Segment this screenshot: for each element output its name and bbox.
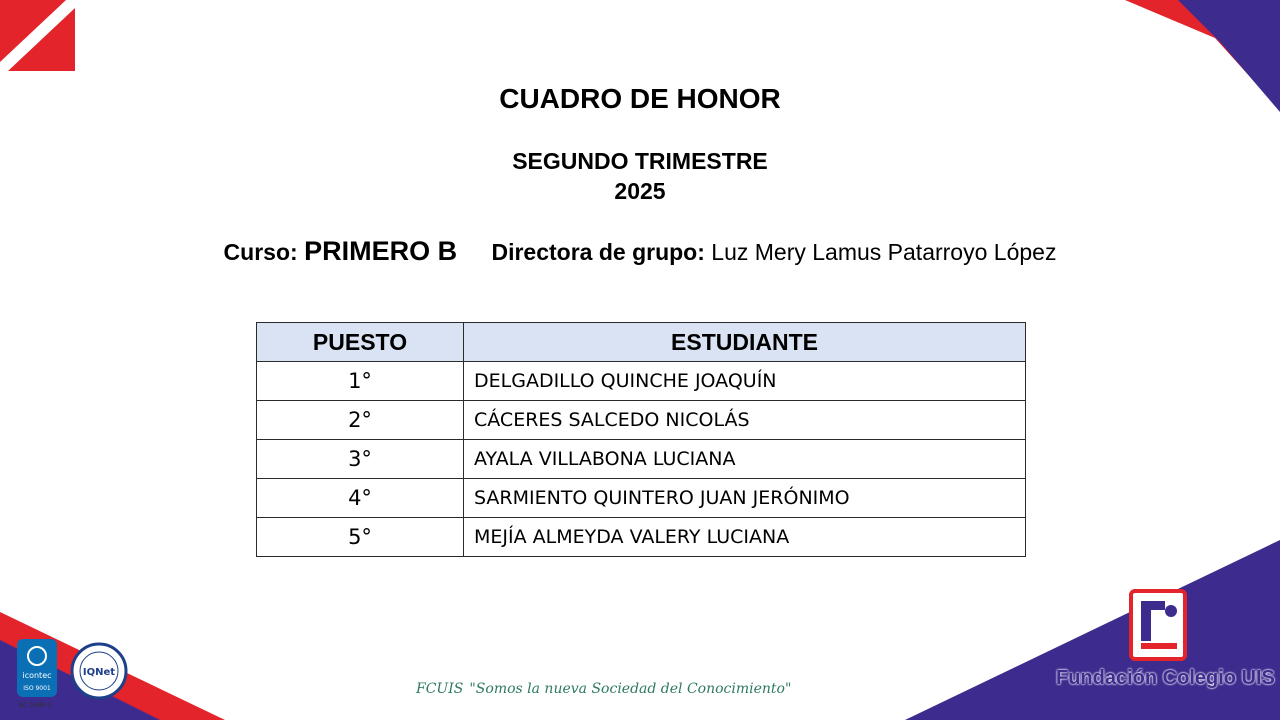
table-header-row: [257, 323, 1026, 362]
iso-label: ISO 9001: [23, 685, 51, 692]
rank-cell: 1°: [257, 362, 464, 401]
director-label: Directora de grupo:: [491, 239, 705, 265]
fcuis-logo-icon: [1127, 587, 1189, 663]
brand-name: Fundación Colegio UIS: [1056, 667, 1275, 689]
certificate-code: SC 5388-1: [18, 702, 52, 709]
school-slogan: [416, 669, 836, 709]
table-row: [257, 479, 1026, 518]
slogan-text: "Somos la nueva Sociedad del Conocimiento": [469, 681, 792, 697]
page-title: CUADRO DE HONOR: [499, 83, 781, 114]
course-value: PRIMERO B: [304, 236, 458, 266]
rank-cell: 5°: [257, 518, 464, 557]
student-cell: DELGADILLO QUINCHE JOAQUÍN: [464, 362, 1026, 401]
student-cell: AYALA VILLABONA LUCIANA: [464, 440, 1026, 479]
table-row: [257, 362, 1026, 401]
course-info: [0, 236, 1280, 267]
table-row: [257, 518, 1026, 557]
iqnet-label: IQNet: [82, 667, 116, 678]
table-row: [257, 440, 1026, 479]
year-subtitle: 2025: [614, 178, 666, 204]
icontec-label: icontec: [22, 671, 52, 680]
honor-table: [256, 322, 1026, 557]
iqnet-certification-icon: [70, 642, 128, 700]
icontec-certification-icon: [16, 638, 58, 698]
student-cell: MEJÍA ALMEYDA VALERY LUCIANA: [464, 518, 1026, 557]
column-header-rank: PUESTO: [257, 323, 464, 362]
table-row: [257, 401, 1026, 440]
course-label: Curso:: [223, 239, 298, 265]
rank-cell: 4°: [257, 479, 464, 518]
director-value: Luz Mery Lamus Patarroyo López: [711, 239, 1057, 265]
slogan-brand: FCUIS: [416, 681, 464, 697]
period-subtitle: SEGUNDO TRIMESTRE: [512, 148, 768, 174]
student-cell: CÁCERES SALCEDO NICOLÁS: [464, 401, 1026, 440]
column-header-student: ESTUDIANTE: [464, 323, 1026, 362]
rank-cell: 2°: [257, 401, 464, 440]
rank-cell: 3°: [257, 440, 464, 479]
student-cell: SARMIENTO QUINTERO JUAN JERÓNIMO: [464, 479, 1026, 518]
